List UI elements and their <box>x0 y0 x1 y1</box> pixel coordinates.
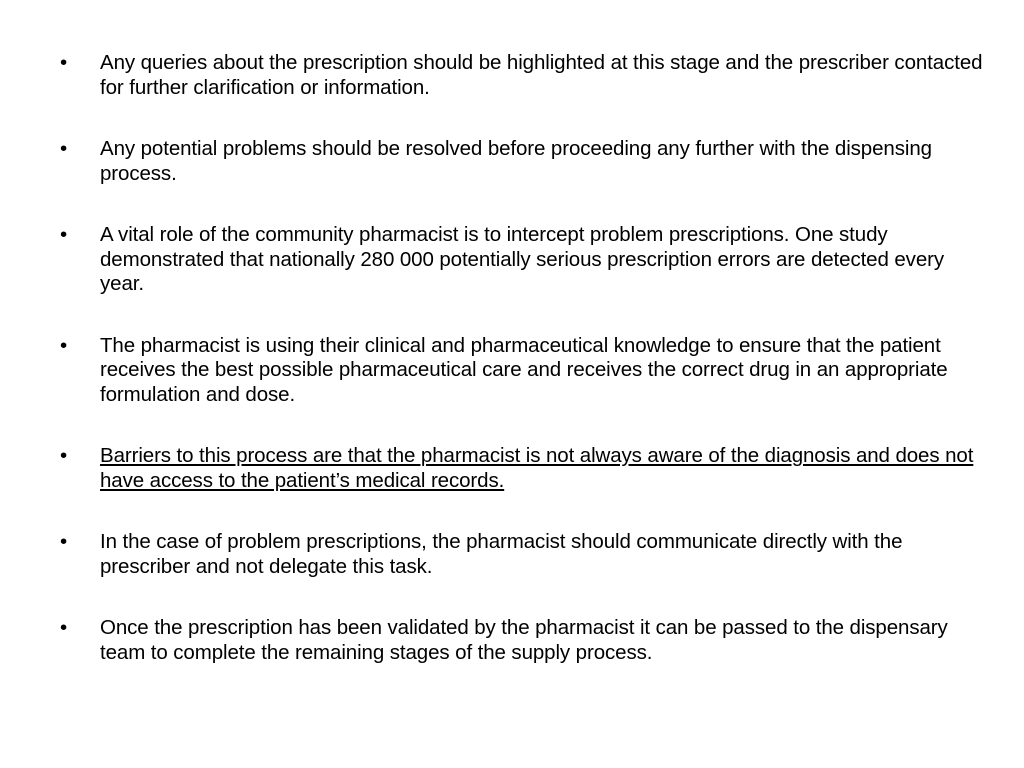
bullet-text-underlined: Barriers to this process are that the pharmacist is not always aware of the diagnosis and does not have access to the patient’s medical records. <box>100 444 974 492</box>
bullet-text: A vital role of the community pharmacist is to intercept problem prescriptions. One study demonstrated that nationally 280 000 potentially serious prescription errors are detected every year. <box>100 223 945 295</box>
bullet-icon: • <box>60 333 68 357</box>
bullet-icon: • <box>60 530 68 553</box>
bullet-item-3 <box>60 223 990 297</box>
bullet-item-6 <box>60 530 990 579</box>
bullet-item-7 <box>60 616 990 665</box>
bullet-text: The pharmacist is using their clinical and pharmaceutical knowledge to ensure that the patient receives the best possible pharmaceutical care and receives the correct drug in an appropriate formulation and dose. <box>100 333 948 406</box>
bullet-icon: • <box>60 137 68 160</box>
bullet-text: Any potential problems should be resolved before proceeding any further with the dispensing process. <box>100 137 932 185</box>
bullet-text: Once the prescription has been validated by the pharmacist it can be passed to the dispensary team to complete the remaining stages of the supply process. <box>100 616 948 664</box>
bullet-text: Any queries about the prescription should be highlighted at this stage and the prescriber contacted for further clarification or information. <box>100 51 983 99</box>
bullet-item-4 <box>60 334 990 408</box>
bullet-item-1 <box>60 51 990 100</box>
bullet-icon: • <box>60 444 68 467</box>
bullet-icon: • <box>60 223 68 246</box>
bullet-list <box>60 51 990 702</box>
bullet-item-5 <box>60 444 990 493</box>
bullet-icon: • <box>60 51 68 74</box>
bullet-icon: • <box>60 616 68 639</box>
bullet-item-2 <box>60 137 990 186</box>
bullet-text: In the case of problem prescriptions, the pharmacist should communicate directly with the prescriber and not delegate this task. <box>100 530 903 578</box>
